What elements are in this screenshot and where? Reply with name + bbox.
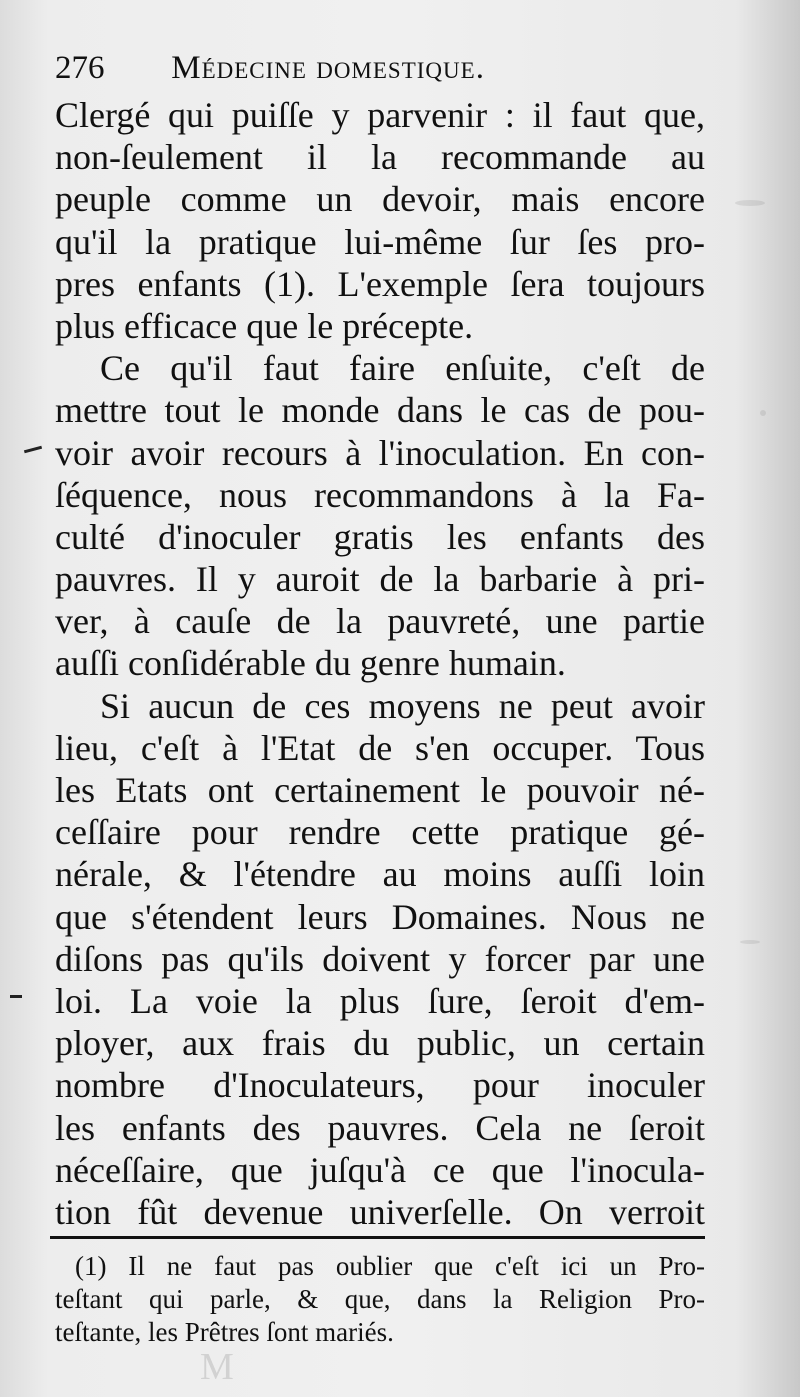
text-line: ſéquence, nous recommandons à la Fa- (55, 474, 705, 515)
page-speck (735, 200, 765, 206)
running-header (55, 46, 715, 90)
text-line: mettre tout le monde dans le cas de pou- (55, 390, 705, 431)
text-line: plus efficace que le précepte. (55, 305, 474, 346)
margin-pen-mark (10, 995, 22, 998)
page-number: 276 (55, 50, 105, 86)
footnote-rule (50, 1236, 705, 1239)
text-line: que s'étendent leurs Domaines. Nous ne (55, 896, 705, 937)
margin-pen-mark (24, 446, 42, 454)
text-line: loi. La voie la plus ſure, ſeroit d'em- (55, 980, 705, 1021)
footnote-line: teſtante, les Prêtres ſont mariés. (55, 1317, 394, 1347)
text-line: qu'il la pratique lui-même ſur ſes pro- (55, 221, 705, 262)
footnote (55, 1250, 705, 1349)
text-line: les Etats ont certainement le pouvoir né- (55, 770, 705, 810)
page-speck (760, 410, 766, 416)
text-line: Si aucun de ces moyens ne peut avoir (100, 685, 705, 726)
text-line: non-ſeulement il la recommande au (55, 137, 705, 178)
text-line: Clergé qui puiſſe y parvenir : il faut que, (55, 95, 705, 135)
text-line: tion fût devenue univerſelle. On verroit (55, 1191, 705, 1232)
text-line: pres enfants (1). L'exemple ſera toujours (55, 263, 705, 304)
main-text (55, 94, 705, 1233)
page-speck (740, 940, 760, 944)
text-line: ployer, aux frais du public, un certain (55, 1023, 705, 1064)
text-line: nérale, & l'étendre au moins auſſi loin (55, 854, 705, 895)
text-line: culté d'inoculer gratis les enfants des (55, 516, 705, 557)
text-line: auſſi conſidérable du genre humain. (55, 643, 566, 684)
text-line: nombre d'Inoculateurs, pour inoculer (55, 1065, 705, 1106)
text-line: les enfants des pauvres. Cela ne ſeroit (55, 1107, 705, 1148)
bleed-through-mark: M (200, 1346, 254, 1388)
text-line: ceſſaire pour rendre cette pratique gé- (55, 812, 705, 853)
text-line: voir avoir recours à l'inoculation. En con- (55, 432, 705, 473)
text-line: ver, à cauſe de la pauvreté, une partie (55, 601, 705, 642)
text-line: peuple comme un devoir, mais encore (55, 179, 705, 220)
text-line: néceſſaire, que juſqu'à ce que l'inocula- (55, 1149, 705, 1190)
running-title: Médecine domestique. (171, 50, 485, 86)
footnote-line: teſtant qui parle, & que, dans la Religion Pro- (55, 1284, 705, 1314)
text-line: lieu, c'eſt à l'Etat de s'en occuper. Tous (55, 727, 705, 768)
text-line: Ce qu'il faut faire enſuite, c'eſt de (100, 348, 705, 389)
footnote-line: (1) Il ne faut pas oublier que c'eſt ici un Pro- (75, 1251, 705, 1281)
text-line: pauvres. Il y auroit de la barbarie à pri- (55, 559, 705, 600)
text-line: diſons pas qu'ils doivent y forcer par une (55, 938, 705, 979)
